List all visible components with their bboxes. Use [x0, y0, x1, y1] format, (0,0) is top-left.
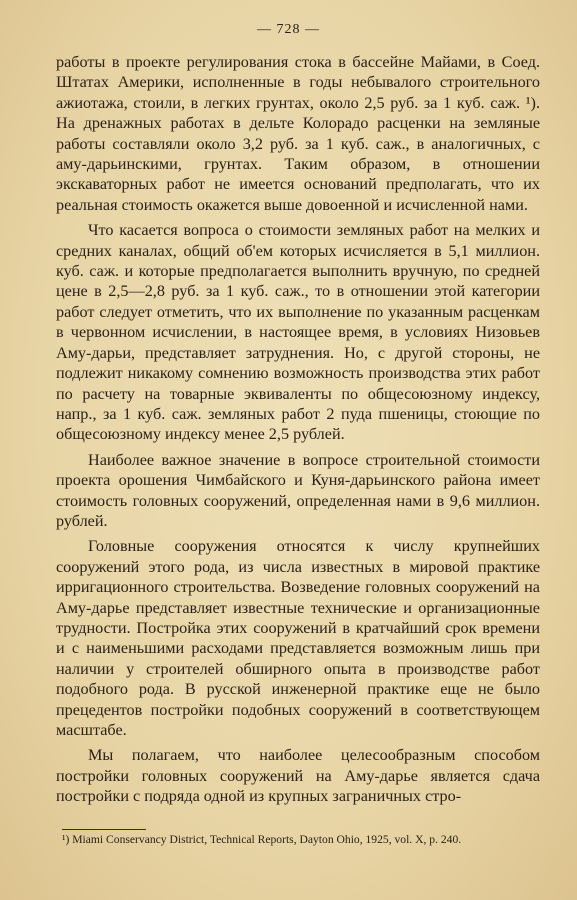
footnote: ¹) Miami Conservancy District, Technical Reports, Dayton Ohio, 1925, vol. X, p. 240.	[62, 833, 462, 846]
paragraph-head-structures: Головные сооружения относятся к числу крупнейших сооружений этого рода, из числа известных в мировой практике ирригационного строительства. Возведение головных сооружений на Аму-дарье представляет известные технические и организационные трудности. Постройка этих сооружений в кратчайший срок времени и с наименьшими расходами представляется возможным лишь при наличии у строителей обширного опыта в производстве работ подобного рода. В русской инженерной практике еще не было прецедентов постройки подобных сооружений в соответствующем масштабе.	[56, 537, 540, 739]
body-text	[56, 52, 540, 812]
page-number: — 728 —	[257, 22, 320, 37]
paragraph-continuation: работы в проекте регулирования стока в бассейне Майами, в Соед. Штатах Америки, исполненные в годы небывалого строительного ажиотажа, стоили, в легких грунтах, около 2,5 руб. за 1 куб. саж. ¹). На дренажных работах в дельте Колорадо расценки на земляные работы составляли около 3,2 руб. за 1 куб. саж., в аналогичных, с аму-дарьинскими, грунтах. Таким образом, в отношении экскаваторных работ не имеется оснований предполагать, что их реальная стоимость окажется выше довоенной и исчисленной нами.	[56, 53, 540, 214]
paragraph-cost-significance: Наиболее важное значение в вопросе строительной стоимости проекта орошения Чимбайского и Куня-дарьинского района имеет стоимость головных сооружений, определенная нами в 9,6 миллион. рублей.	[56, 450, 540, 530]
footnote-divider	[62, 829, 146, 830]
paragraph-contracting: Мы полагаем, что наиболее целесообразным способом постройки головных сооружений на Аму-дарье является сдача постройки с подряда одной из крупных заграничных стро-	[56, 746, 540, 806]
paragraph-manual-works: Что касается вопроса о стоимости земляных работ на мелких и средних каналах, общий об'ем которых исчисляется в 5,1 миллион. куб. саж. и которые предполагается выполнить вручную, по средней цене в 2,5—2,8 руб. за 1 куб. саж., то в отношении этой категории работ следует отметить, что их выполнение по указанным расценкам в червонном исчислении, в настоящее время, в условиях Низовьев Аму-дарьи, представляет затруднения. Но, с другой стороны, не подлежит никакому сомнению возможность производства этих работ по расчету на товарные эквиваленты по общесоюзному индексу, напр., за 1 куб. саж. земляных работ 2 пуда пшеницы, стоющие по общесоюзному индексу менее 2,5 рублей.	[56, 221, 540, 444]
